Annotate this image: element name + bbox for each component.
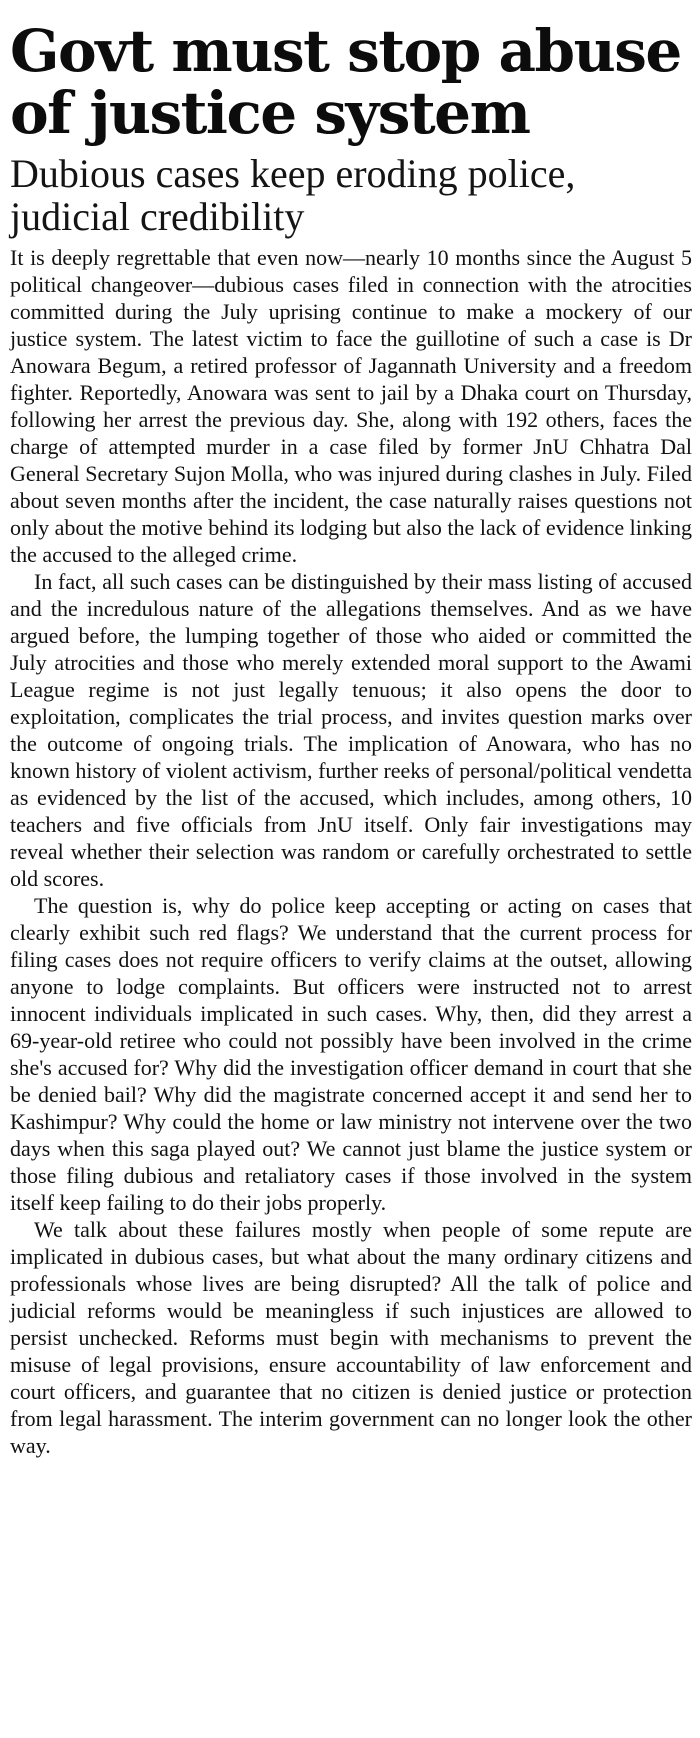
body-paragraph-1: It is deeply regrettable that even now—nearly 10 months since the August 5 political changeover—dubious cases filed in connection with the atrocities committed during the July uprising continue to make a mockery of our justice system. The latest victim to face the guillotine of such a case is Dr Anowara Begum, a retired professor of Jagannath University and a freedom fighter. Reportedly, Anowara was sent to jail by a Dhaka court on Thursday, following her arrest the previous day. She, along with 192 others, faces the charge of attempted murder in a case filed by former JnU Chhatra Dal General Secretary Sujon Molla, who was injured during clashes in July. Filed about seven months after the incident, the case naturally raises questions not only about the motive behind its lodging but also the lack of evidence linking the accused to the alleged crime.: [10, 245, 692, 567]
article-body: [10, 244, 692, 1459]
headline: Govt must stop abuse of justice system: [10, 17, 681, 147]
body-paragraph-3: The question is, why do police keep accepting or acting on cases that clearly exhibit such red flags? We understand that the current process for filing cases does not require officers to verify claims at the outset, allowing anyone to lodge complaints. But officers were instructed not to arrest innocent individuals implicated in such cases. Why, then, did they arrest a 69-year-old retiree who could not possibly have been involved in the crime she's accused for? Why did the investigation officer demand in court that she be denied bail? Why did the magistrate concerned accept it and send her to Kashimpur? Why could the home or law ministry not intervene over the two days when this saga played out? We cannot just blame the justice system or those filing dubious and retaliatory cases if those involved in the system itself keep failing to do their jobs properly.: [10, 893, 692, 1215]
body-paragraph-4: We talk about these failures mostly when people of some repute are implicated in dubious cases, but what about the many ordinary citizens and professionals whose lives are being disrupted? All the talk of police and judicial reforms would be meaningless if such injustices are allowed to persist unchecked. Reforms must begin with mechanisms to prevent the misuse of legal provisions, ensure accountability of law enforcement and court officers, and guarantee that no citizen is denied justice or protection from legal harassment. The interim government can no longer look the other way.: [10, 1217, 692, 1458]
subheadline: Dubious cases keep eroding police, judicial credibility: [10, 151, 576, 239]
body-paragraph-2: In fact, all such cases can be distinguished by their mass listing of accused and the incredulous nature of the allegations themselves. And as we have argued before, the lumping together of those who aided or committed the July atrocities and those who merely extended moral support to the Awami League regime is not just legally tenuous; it also opens the door to exploitation, complicates the trial process, and invites question marks over the outcome of ongoing trials. The implication of Anowara, who has no known history of violent activism, further reeks of personal/political vendetta as evidenced by the list of the accused, which includes, among others, 10 teachers and five officials from JnU itself. Only fair investigations may reveal whether their selection was random or carefully orchestrated to settle old scores.: [10, 569, 692, 891]
